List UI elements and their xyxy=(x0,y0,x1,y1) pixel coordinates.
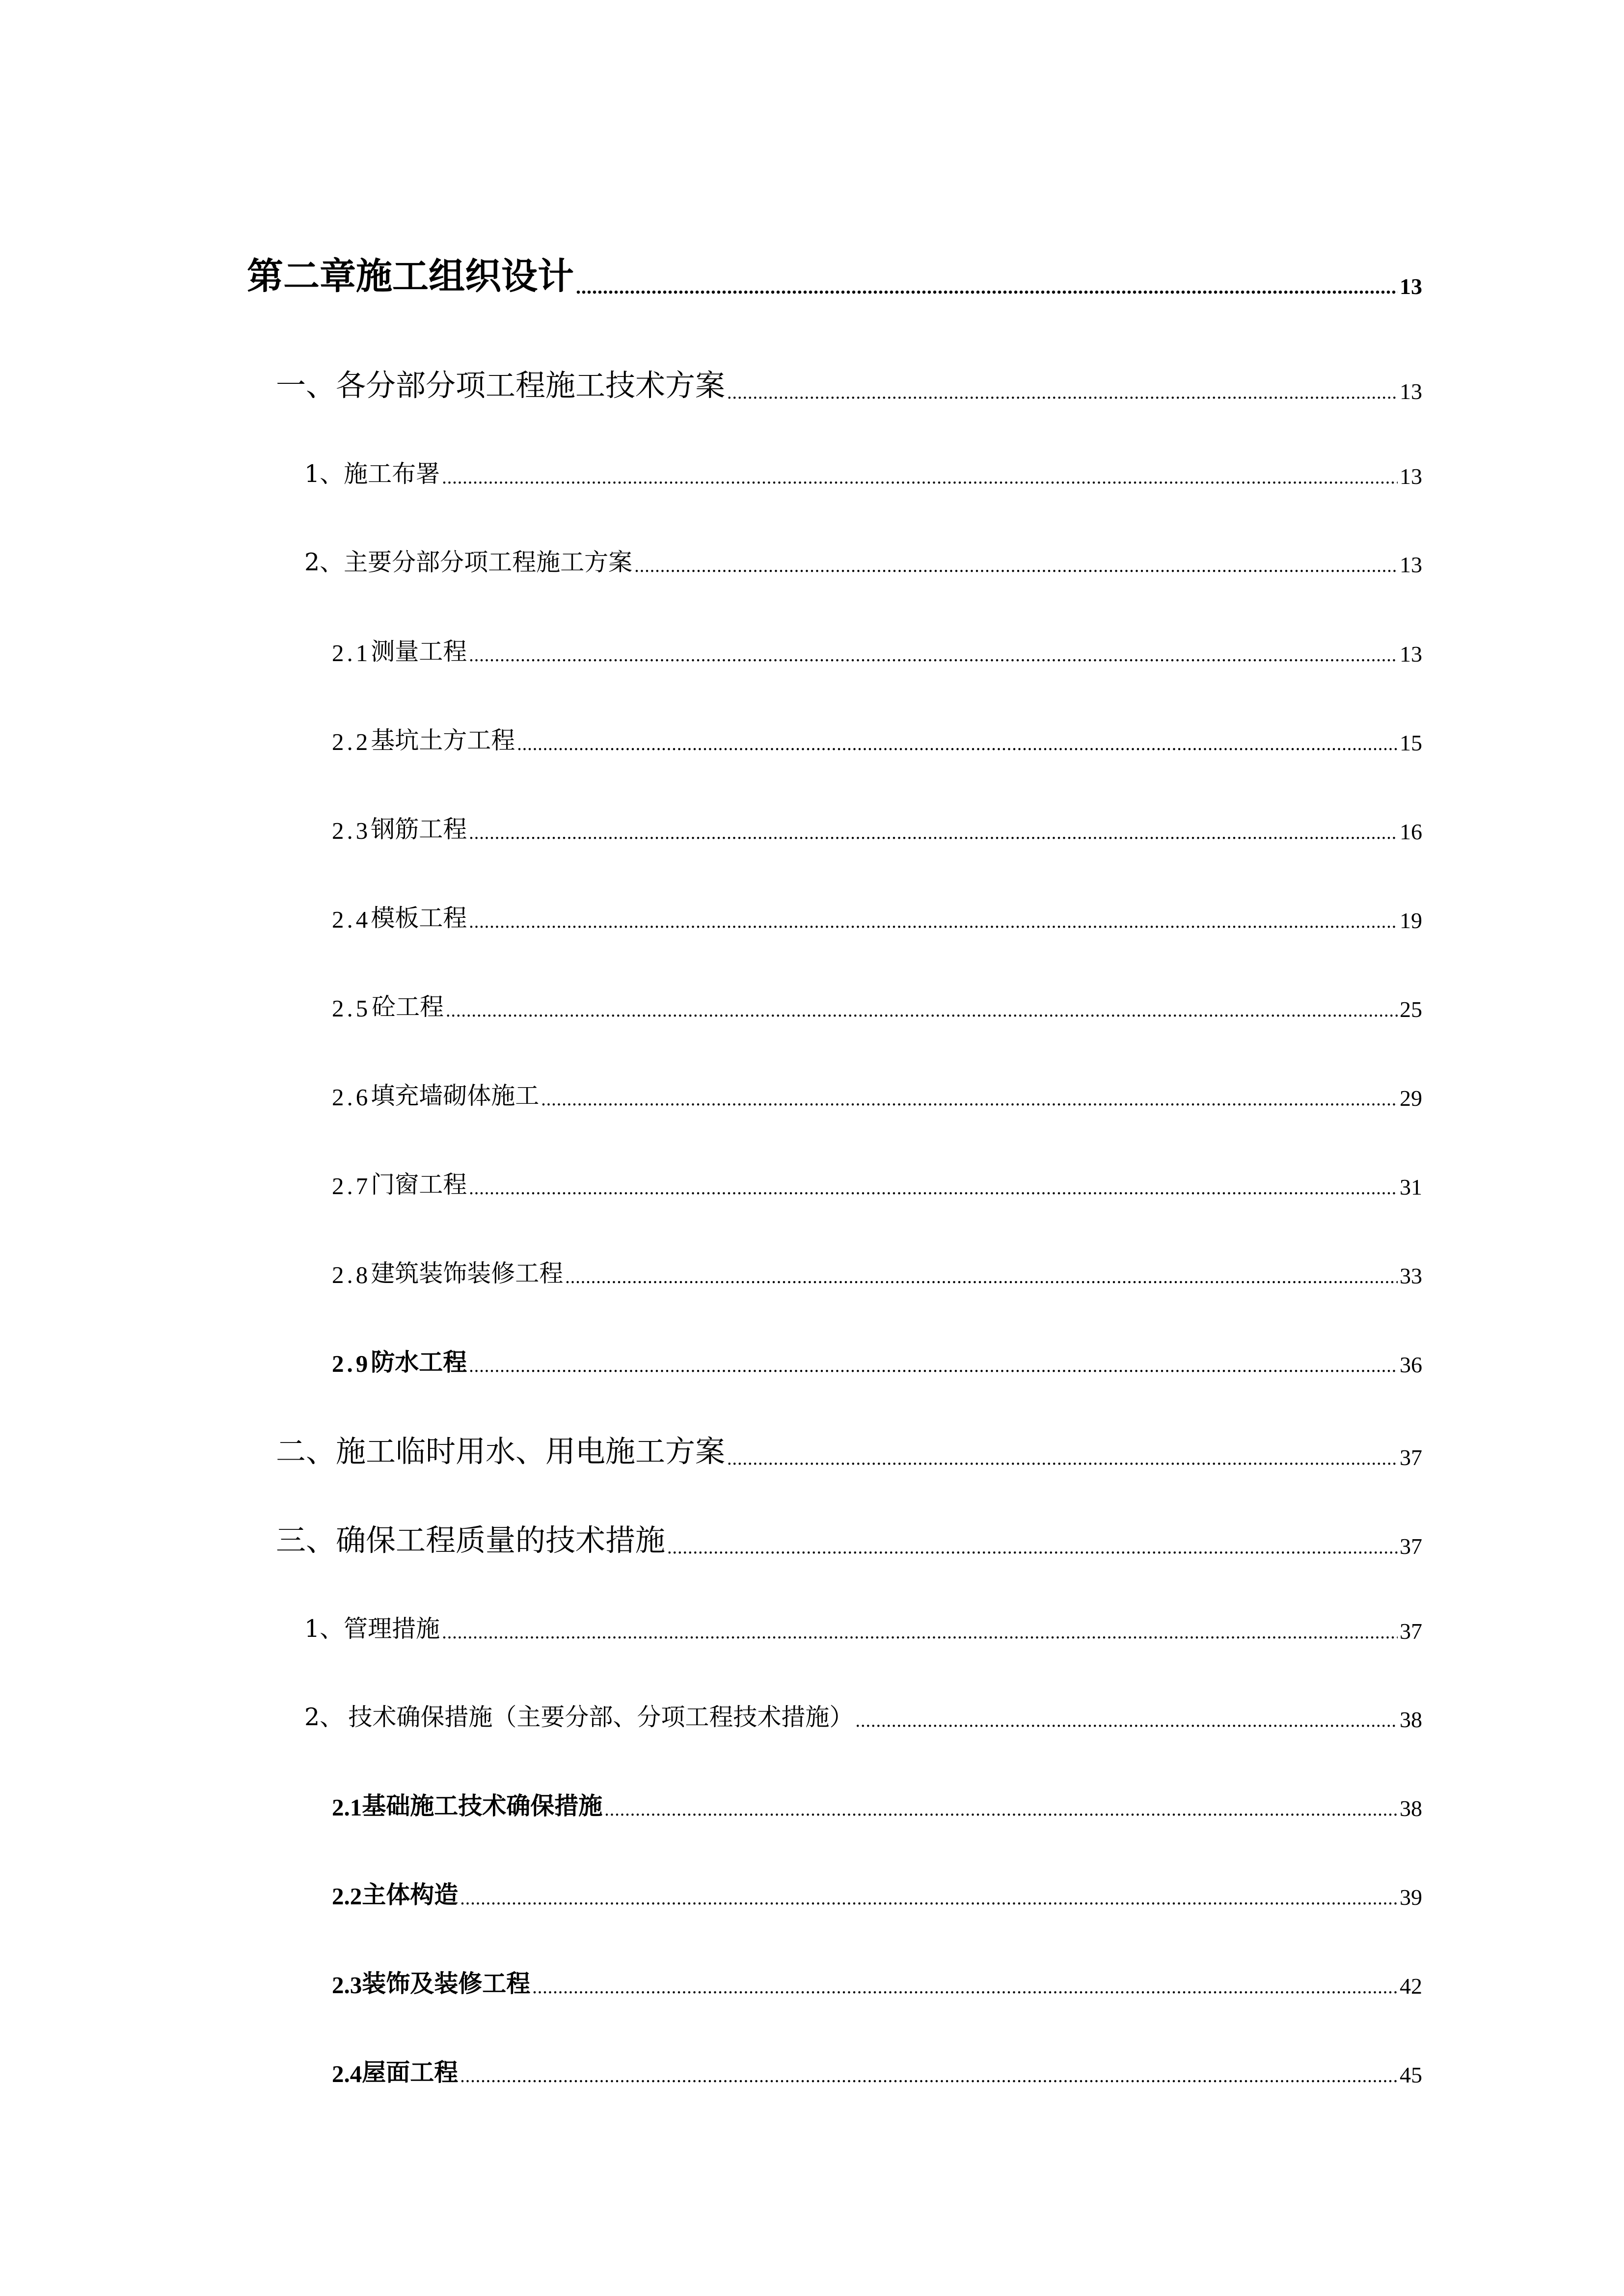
toc-entry[interactable] xyxy=(332,1346,1422,1378)
toc-leader-dots xyxy=(442,1622,1398,1643)
toc-entry[interactable] xyxy=(276,367,1422,404)
toc-page-number: 36 xyxy=(1400,1352,1422,1377)
toc-entry-title: 1、施工布署 xyxy=(304,460,440,488)
toc-entry-number: 2.3 xyxy=(332,1972,362,1999)
toc-page-number: 31 xyxy=(1400,1175,1422,1200)
toc-entry[interactable] xyxy=(332,991,1422,1022)
toc-entry-title: 一、各分部分项工程施工技术方案 xyxy=(276,368,726,403)
toc-entry-number: 2.9 xyxy=(332,1350,371,1377)
toc-leader-dots xyxy=(469,911,1398,933)
toc-entry[interactable] xyxy=(332,2056,1422,2088)
toc-leader-dots xyxy=(469,1177,1398,1199)
toc-page-number: 15 xyxy=(1400,730,1422,755)
toc-entry-number: 2.8 xyxy=(332,1261,371,1288)
toc-entry-number: 2.4 xyxy=(332,906,371,933)
toc-entry-number: 2.7 xyxy=(332,1173,371,1200)
toc-entry-title: 防水工程 xyxy=(371,1348,467,1376)
toc-entry-title: 2、主要分部分项工程施工方案 xyxy=(304,548,633,576)
toc-entry[interactable] xyxy=(332,1968,1422,1999)
toc-entry[interactable] xyxy=(332,636,1422,667)
toc-entry[interactable] xyxy=(332,1879,1422,1910)
toc-page-number: 29 xyxy=(1400,1086,1422,1111)
toc-entry[interactable] xyxy=(276,1433,1422,1470)
toc-leader-dots xyxy=(532,1976,1398,1998)
toc-page-number: 13 xyxy=(1400,641,1422,667)
toc-leader-dots xyxy=(469,1355,1398,1377)
toc-entry[interactable] xyxy=(304,1613,1422,1644)
toc-entry-title: 模板工程 xyxy=(371,904,467,932)
toc-leader-dots xyxy=(576,275,1398,298)
toc-entry[interactable] xyxy=(332,1169,1422,1200)
toc-leader-dots xyxy=(565,1266,1398,1288)
toc-entry-title: 填充墙砌体施工 xyxy=(371,1082,540,1110)
toc-entry[interactable] xyxy=(304,546,1422,578)
toc-entry[interactable] xyxy=(304,458,1422,489)
toc-page-number: 25 xyxy=(1400,997,1422,1022)
toc-page-number: 13 xyxy=(1400,379,1422,404)
toc-leader-dots xyxy=(442,467,1398,488)
toc-entry-number: 2.1 xyxy=(332,640,371,667)
toc-leader-dots xyxy=(855,1710,1398,1732)
toc-entry[interactable] xyxy=(276,1522,1422,1559)
toc-entry[interactable] xyxy=(332,1080,1422,1111)
toc-page-number: 39 xyxy=(1400,1885,1422,1910)
toc-page-number: 45 xyxy=(1400,2062,1422,2087)
toc-entry[interactable] xyxy=(304,1701,1422,1733)
toc-entry-title: 钢筋工程 xyxy=(371,815,467,843)
toc-entry[interactable] xyxy=(332,1257,1422,1289)
toc-entry-title: 门窗工程 xyxy=(371,1171,467,1199)
toc-entry[interactable] xyxy=(332,724,1422,756)
toc-page-number: 19 xyxy=(1400,908,1422,933)
toc-entry-number: 2.6 xyxy=(332,1084,371,1111)
toc-leader-dots xyxy=(604,1799,1398,1820)
toc-entry-title: 主体构造 xyxy=(362,1880,459,1909)
toc-entry-number: 2、 xyxy=(304,1703,344,1731)
toc-page-number: 38 xyxy=(1400,1707,1422,1732)
toc-page-number: 33 xyxy=(1400,1263,1422,1288)
toc-leader-dots xyxy=(517,733,1398,755)
toc-leader-dots xyxy=(727,1448,1398,1469)
toc-entry-title: 三、确保工程质量的技术措施 xyxy=(276,1523,666,1558)
toc-entry-number: 2.4 xyxy=(332,2060,362,2087)
toc-entry-number: 2.2 xyxy=(332,728,371,755)
toc-entry-number: 2.1 xyxy=(332,1794,362,1821)
toc-page-number: 16 xyxy=(1400,819,1422,844)
toc-entry-number: 2.5 xyxy=(332,995,371,1022)
toc-entry-title: 1、管理措施 xyxy=(304,1615,440,1643)
toc-page-number: 37 xyxy=(1400,1534,1422,1559)
toc-leader-dots xyxy=(667,1537,1398,1558)
toc-entry-title: 基础施工技术确保措施 xyxy=(362,1791,603,1820)
toc-entry[interactable] xyxy=(332,1790,1422,1821)
toc-entry-title: 建筑装饰装修工程 xyxy=(371,1259,564,1287)
toc-entry[interactable] xyxy=(332,902,1422,934)
toc-entry-number: 2.3 xyxy=(332,817,371,844)
toc-entry-title: 技术确保措施（主要分部、分项工程技术措施） xyxy=(348,1703,854,1731)
toc-entry-number: 2.2 xyxy=(332,1883,362,1910)
toc-leader-dots xyxy=(469,644,1398,666)
toc-chapter-title: 第二章施工组织设计 xyxy=(247,255,574,297)
toc-page-number: 42 xyxy=(1400,1974,1422,1999)
toc-page-number: 13 xyxy=(1400,464,1422,489)
toc-page-number: 37 xyxy=(1400,1445,1422,1470)
toc-entry-title: 测量工程 xyxy=(371,638,467,666)
toc-entry-title: 装饰及装修工程 xyxy=(362,1969,531,1998)
toc-leader-dots xyxy=(469,822,1398,844)
toc-page-number: 38 xyxy=(1400,1796,1422,1821)
toc-page-number: 13 xyxy=(1400,274,1422,299)
toc-leader-dots xyxy=(727,382,1398,403)
toc-page-number: 37 xyxy=(1400,1619,1422,1644)
toc-leader-dots xyxy=(634,555,1398,577)
toc-leader-dots xyxy=(460,2065,1398,2087)
toc-entry-title: 砼工程 xyxy=(372,993,444,1021)
toc-entry-title: 二、施工临时用水、用电施工方案 xyxy=(276,1434,726,1469)
toc-page-number: 13 xyxy=(1400,552,1422,577)
toc-chapter-entry[interactable] xyxy=(247,255,1422,299)
toc-leader-dots xyxy=(446,1000,1398,1021)
toc-entry-title: 基坑土方工程 xyxy=(371,726,515,754)
toc-entry-title: 屋面工程 xyxy=(362,2058,459,2086)
toc-leader-dots xyxy=(460,1888,1398,1909)
toc-leader-dots xyxy=(541,1089,1398,1110)
toc-entry[interactable] xyxy=(332,813,1422,845)
